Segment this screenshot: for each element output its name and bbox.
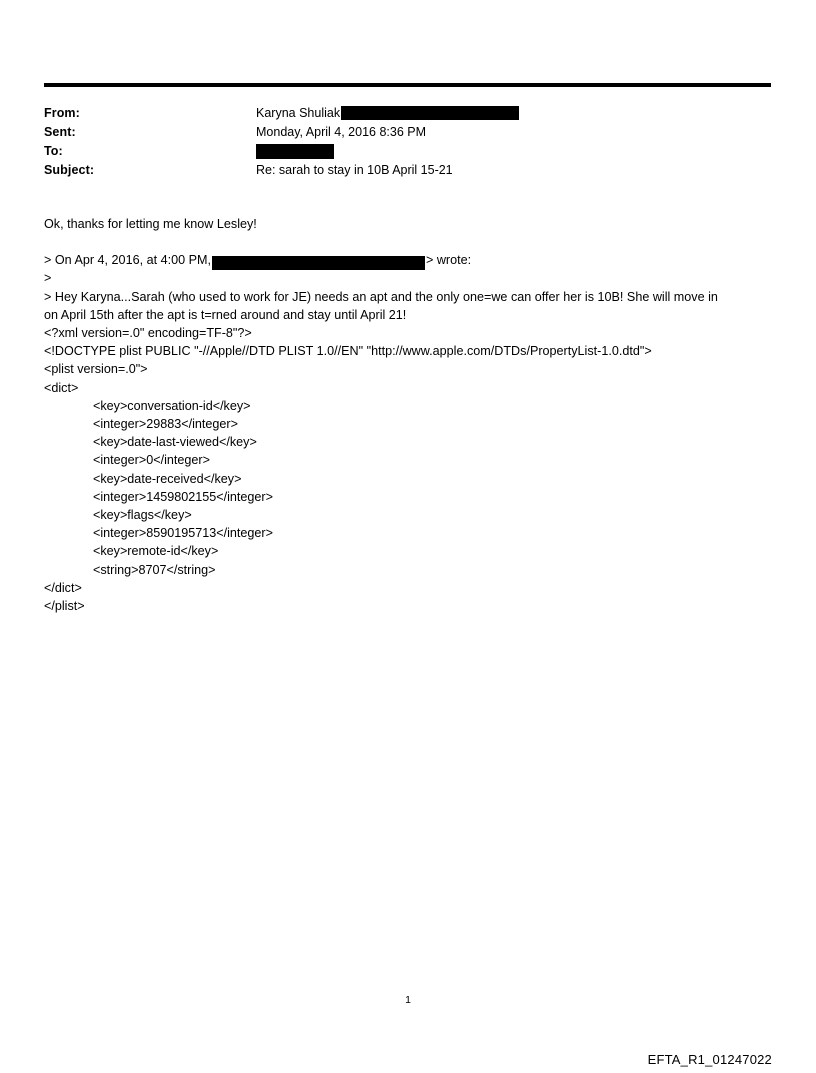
plist-entry-0: <key>conversation-id</key> <box>93 398 251 413</box>
quote-body-line-1: > Hey Karyna...Sarah (who used to work for JE) needs an apt and the only one=we can offer her is 10B! She will move in <box>44 289 718 304</box>
header-value-sent: Monday, April 4, 2016 8:36 PM <box>256 125 427 139</box>
xml-line-1: <!DOCTYPE plist PUBLIC "-//Apple//DTD PLIST 1.0//EN" "http://www.apple.com/DTDs/PropertyList-1.0.dtd"> <box>44 344 652 359</box>
header-value-from <box>256 106 519 121</box>
bates-number: EFTA_R1_01247022 <box>647 1052 772 1067</box>
quote-blank-marker: > <box>44 271 52 286</box>
body-greeting: Ok, thanks for letting me know Lesley! <box>44 217 257 231</box>
redaction-bar-to <box>256 144 334 159</box>
plist-entry-7: <integer>8590195713</integer> <box>93 526 273 541</box>
header-value-to <box>256 144 334 159</box>
email-body <box>44 215 774 615</box>
from-sender-name: Karyna Shuliak <box>256 106 341 120</box>
header-value-subject: Re: sarah to stay in 10B April 15-21 <box>256 163 453 177</box>
email-header-block <box>44 106 771 182</box>
header-label-subject: Subject: <box>44 163 95 177</box>
redaction-bar-quoted-sender <box>212 256 425 270</box>
quote-intro-line <box>44 251 774 269</box>
plist-entry-3: <integer>0</integer> <box>93 453 210 468</box>
quote-body-line-2: on April 15th after the apt is t=rned around and stay until April 21! <box>44 307 407 322</box>
quote-intro-after-text: > wrote: <box>425 253 472 268</box>
plist-closing-plist: </plist> <box>44 599 85 614</box>
header-row-to <box>44 144 771 163</box>
header-row-from <box>44 106 771 125</box>
xml-line-0: <?xml version=.0" encoding=TF-8"?> <box>44 326 252 341</box>
page-number: 1 <box>405 994 411 1006</box>
plist-closing-dict: </dict> <box>44 580 82 595</box>
plist-entry-1: <integer>29883</integer> <box>93 417 238 432</box>
quote-intro-before-text: > On Apr 4, 2016, at 4:00 PM, <box>44 253 211 268</box>
plist-entry-5: <integer>1459802155</integer> <box>93 489 273 504</box>
header-divider-rule <box>44 83 771 87</box>
header-label-from: From: <box>44 106 80 120</box>
plist-entry-6: <key>flags</key> <box>93 508 192 523</box>
header-label-sent: Sent: <box>44 125 76 139</box>
xml-line-2: <plist version=.0"> <box>44 362 148 377</box>
plist-entry-9: <string>8707</string> <box>93 562 216 577</box>
plist-entry-2: <key>date-last-viewed</key> <box>93 435 257 450</box>
redaction-bar-from <box>341 106 519 120</box>
xml-line-3: <dict> <box>44 380 79 395</box>
plist-entry-8: <key>remote-id</key> <box>93 544 219 559</box>
header-row-subject <box>44 163 771 182</box>
body-spacer <box>44 233 774 251</box>
plist-entry-4: <key>date-received</key> <box>93 471 242 486</box>
header-label-to: To: <box>44 144 63 158</box>
header-row-sent <box>44 125 771 144</box>
